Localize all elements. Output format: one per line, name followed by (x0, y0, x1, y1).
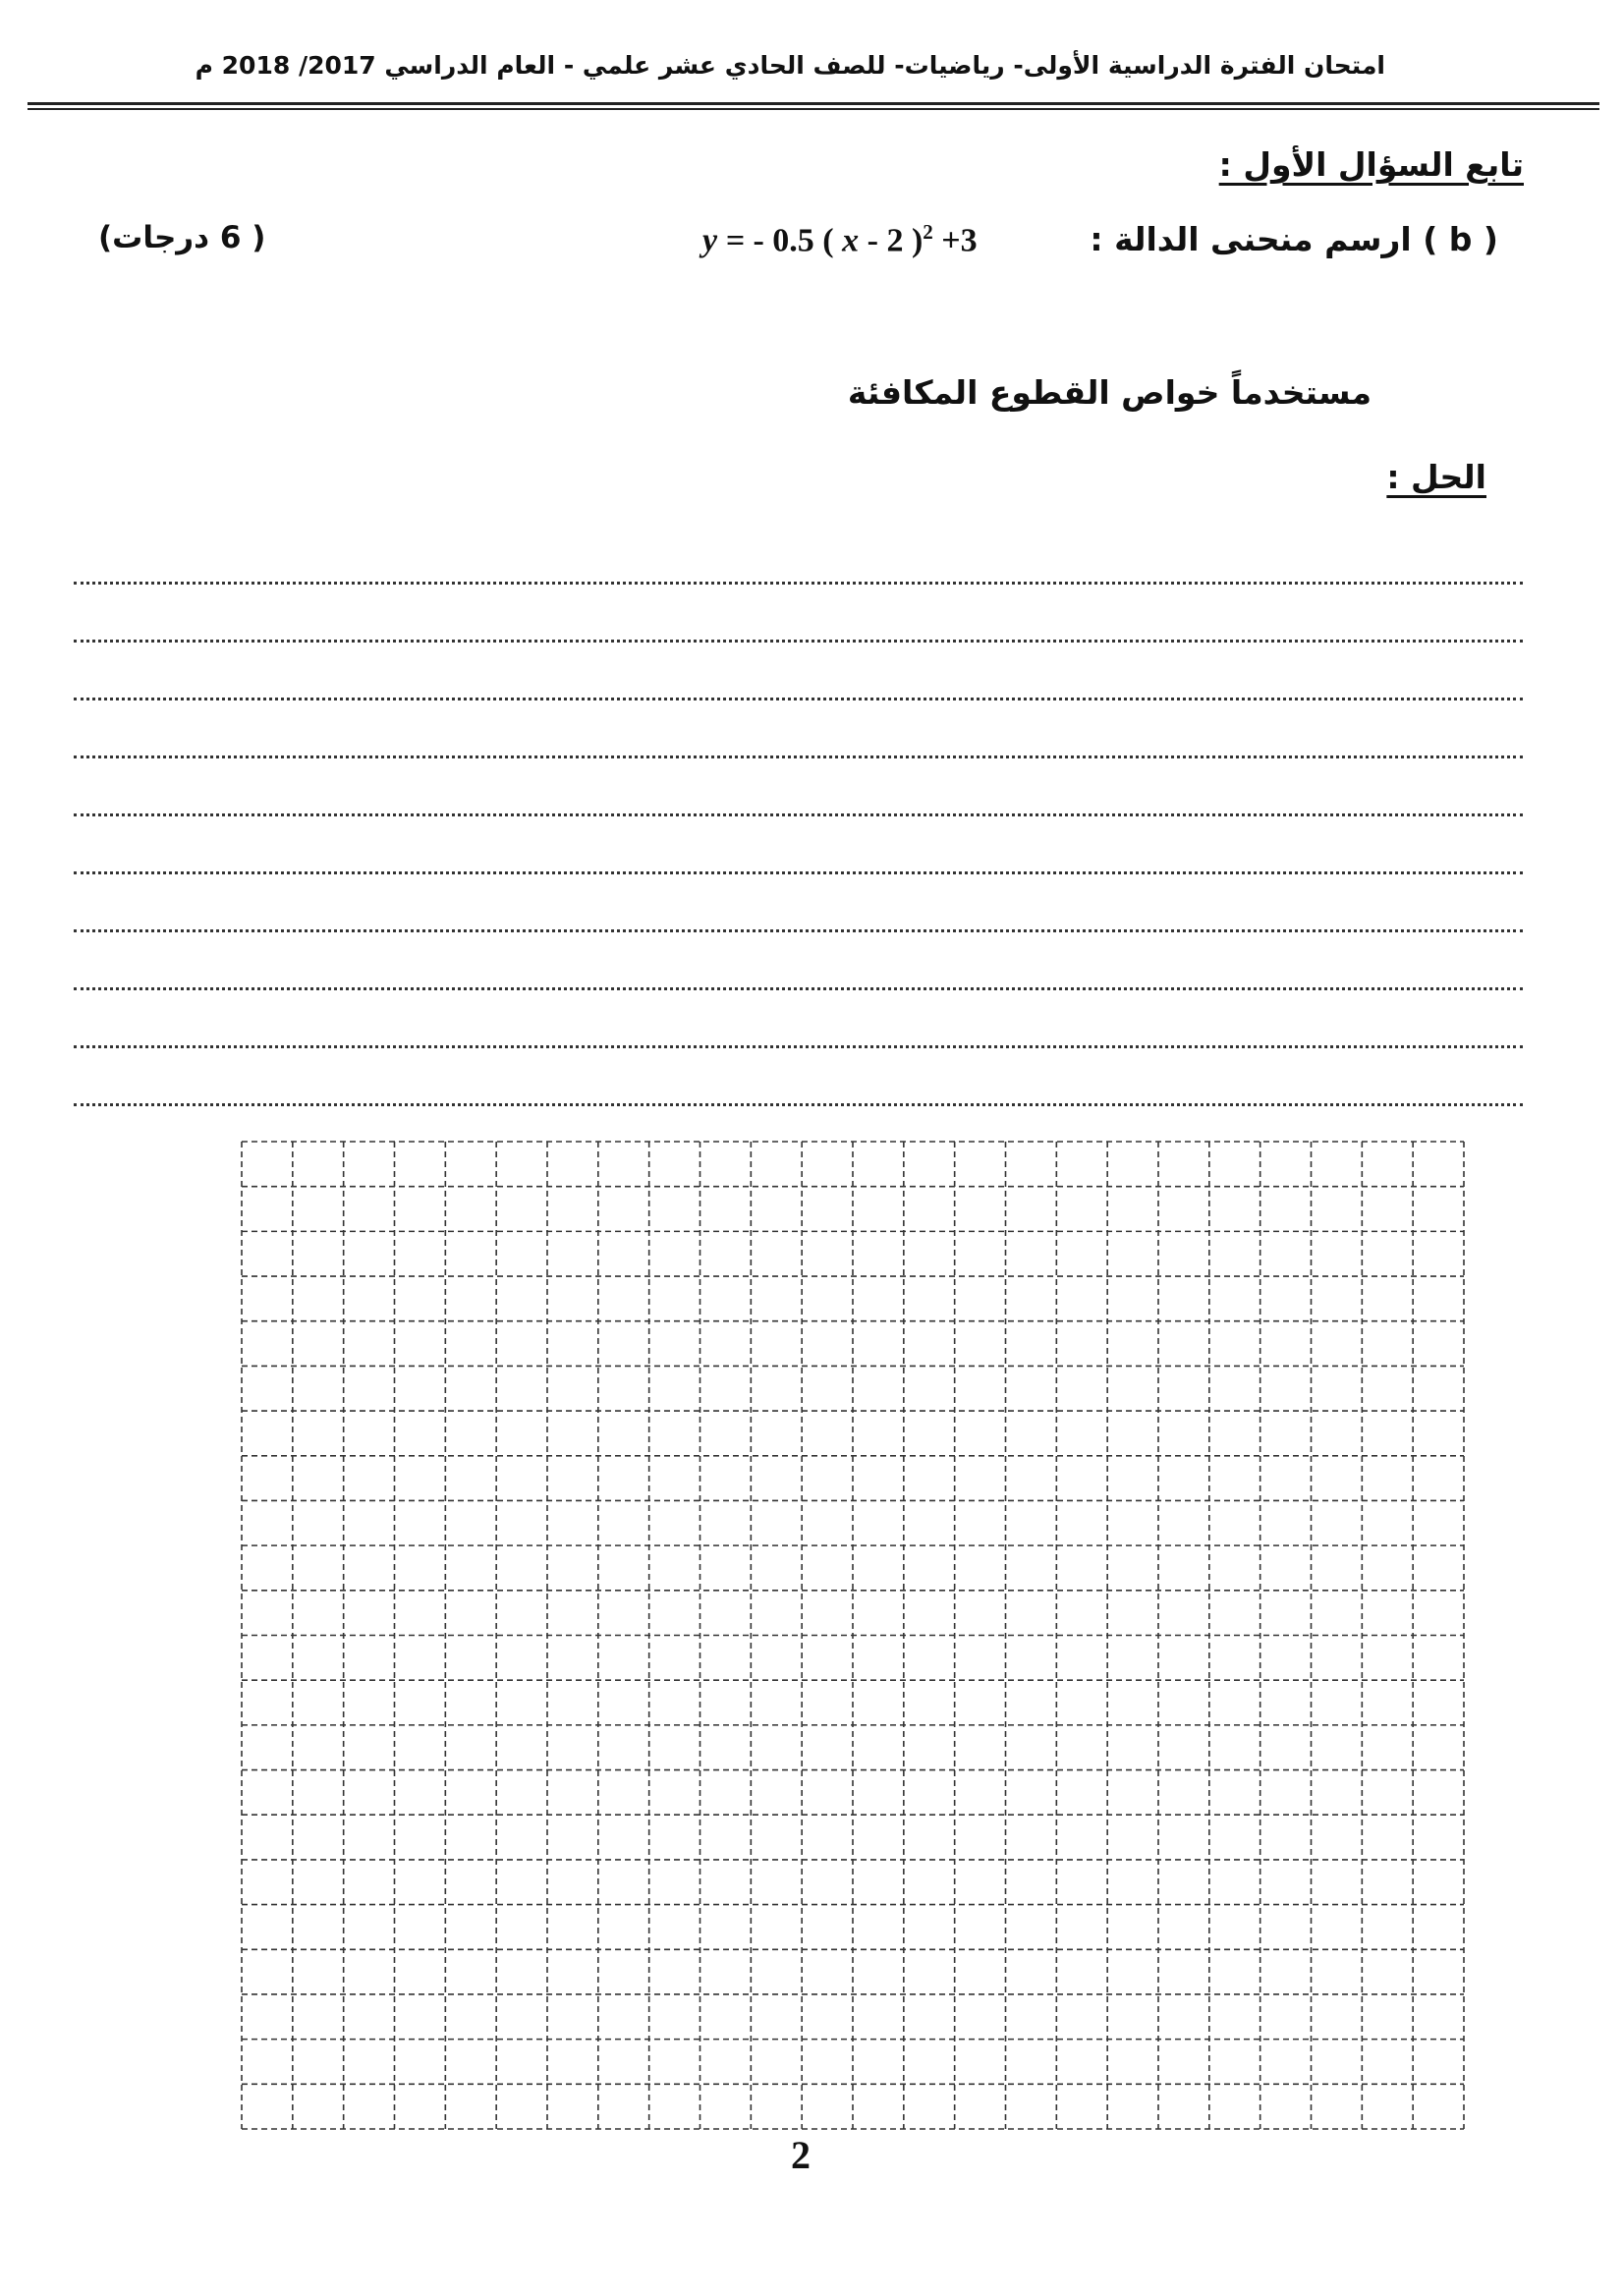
answer-line[interactable] (74, 1103, 1523, 1106)
answer-line[interactable] (74, 987, 1523, 990)
equation-exponent: 2 (923, 220, 933, 244)
header-rule-bottom (28, 108, 1599, 110)
graph-grid (240, 1140, 1466, 2132)
answer-line[interactable] (74, 756, 1523, 758)
answer-line[interactable] (74, 929, 1523, 932)
answer-line[interactable] (74, 698, 1523, 700)
solution-label: الحل : (1386, 458, 1486, 496)
equation-coefficient: - 0.5 ( (753, 222, 834, 259)
page-number: 2 (791, 2133, 811, 2177)
exam-header-title: امتحان الفترة الدراسية الأولى- رياضيات- للصف الحادي عشر علمي - العام الدراسي 2017/ 2018 م (195, 51, 1385, 80)
equation-constant: +3 (941, 222, 978, 259)
instruction-text: مستخدماً خواص القطوع المكافئة (847, 373, 1372, 412)
answer-line[interactable] (74, 582, 1523, 585)
answer-line[interactable] (74, 640, 1523, 643)
marks-label: ( 6 درجات) (98, 220, 266, 255)
answer-line[interactable] (74, 1045, 1523, 1048)
question-continuation-heading: تابع السؤال الأول : (1218, 145, 1524, 184)
question-b-label: ( b ) ارسم منحنى الدالة : (1090, 220, 1498, 258)
equation-lhs: y = (702, 222, 745, 259)
equation-variable: x (842, 222, 860, 259)
equation-inner: - 2 ) (867, 222, 924, 259)
function-equation (702, 220, 978, 259)
answer-line[interactable] (74, 871, 1523, 874)
header-rule-top (28, 102, 1599, 105)
answer-line[interactable] (74, 813, 1523, 816)
